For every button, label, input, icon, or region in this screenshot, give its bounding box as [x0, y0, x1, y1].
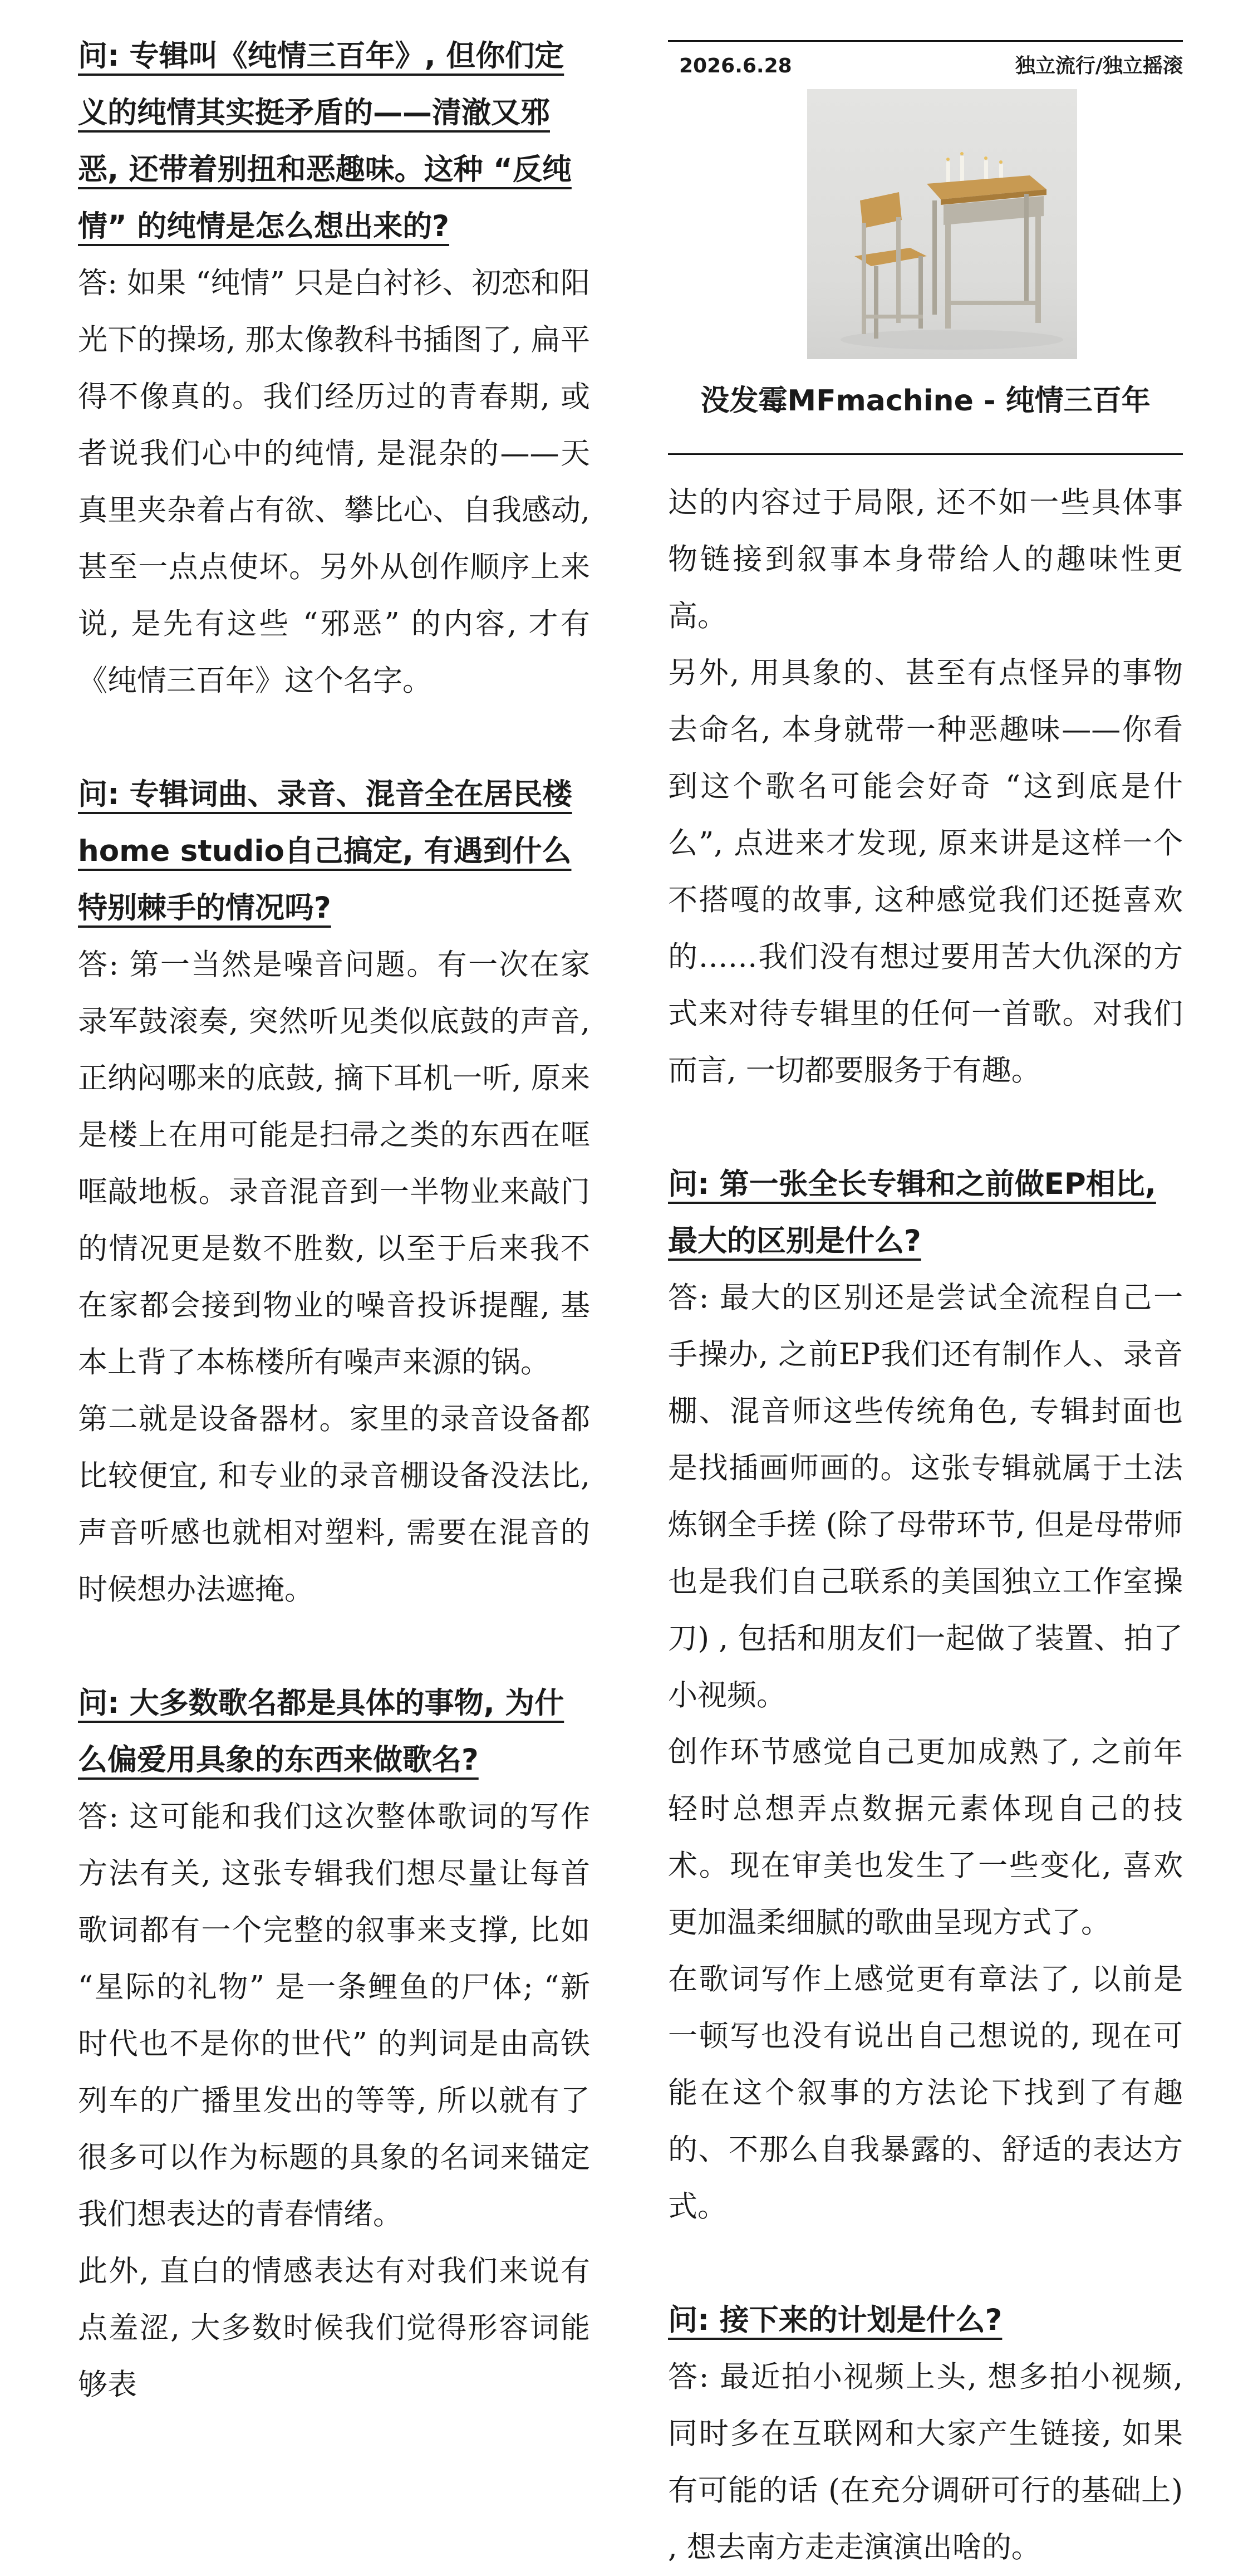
answer-4-paragraph-2: 创作环节感觉自己更加成熟了, 之前年轻时总想弄点数据元素体现自己的技术。现在审美也发生了一些变化, 喜欢更加温柔细腻的歌曲呈现方式了。 — [668, 1735, 1183, 1940]
header-meta — [679, 50, 1183, 83]
answer-3-paragraph-2: 此外, 直白的情感表达有对我们来说有点羞涩, 大多数时候我们觉得形容词能够表 — [78, 2254, 590, 2402]
answer-5: 答: 最近拍小视频上头, 想多拍小视频, 同时多在互联网和大家产生链接, 如果有可能的话 (在充分调研可行的基础上) , 想去南方走走演演出啥的。 — [668, 2360, 1183, 2564]
answer-3-continued: 达的内容过于局限, 还不如一些具体事物链接到叙事本身带给人的趣味性更高。 — [668, 486, 1183, 633]
question-5: 问: 接下来的计划是什么? — [668, 2303, 1003, 2337]
question-2: 问: 专辑词曲、录音、混音全在居民楼home studio自己搞定, 有遇到什么特别棘手的情况吗? — [78, 777, 572, 925]
release-date: 2026.6.28 — [679, 55, 792, 77]
question-1: 问: 专辑叫《纯情三百年》, 但你们定义的纯情其实挺矛盾的——清澈又邪恶, 还带着别扭和恶趣味。这种 “反纯情” 的纯情是怎么想出来的? — [78, 39, 572, 243]
right-column-body — [668, 455, 1183, 2576]
question-3: 问: 大多数歌名都是具体的事物, 为什么偏爱用具象的东西来做歌名? — [78, 1686, 564, 1777]
genre-label: 独立流行/独立摇滚 — [1015, 55, 1183, 77]
album-header — [668, 40, 1183, 455]
question-4: 问: 第一张全长专辑和之前做EP相比, 最大的区别是什么? — [668, 1167, 1156, 1258]
answer-4-paragraph-1: 答: 最大的区别还是尝试全流程自己一手操办, 之前EP我们还有制作人、录音棚、混音师这些传统角色, 专辑封面也是找插画师画的。这张专辑就属于土法炼钢全手搓 (除了母带环节, 但是母带师也是我们自己联系的美国独立工作室操刀) , 包括和朋友们一起做了装置、拍了小视频。 — [668, 1281, 1183, 1712]
answer-4-paragraph-3: 在歌词写作上感觉更有章法了, 以前是一顿写也没有说出自己想说的, 现在可能在这个叙事的方法论下找到了有趣的、不那么自我暴露的、舒适的表达方式。 — [668, 1962, 1183, 2224]
left-column — [78, 0, 590, 2413]
answer-2-paragraph-1: 答: 第一当然是噪音问题。有一次在家录军鼓滚奏, 突然听见类似底鼓的声音, 正纳闷哪来的底鼓, 摘下耳机一听, 原来是楼上在用可能是扫帚之类的东西在哐哐敲地板。录音混音到一半物业来敲门的情况更是数不胜数, 以至于后来我不在家都会接到物业的噪音投诉提醒, 基本上背了本栋楼所有噪声来源的锅。 — [78, 948, 590, 1379]
answer-2-paragraph-2: 第二就是设备器材。家里的录音设备都比较便宜, 和专业的录音棚设备没法比, 声音听感也就相对塑料, 需要在混音的时候想办法遮掩。 — [78, 1402, 590, 1607]
answer-3-paragraph-1: 答: 这可能和我们这次整体歌词的写作方法有关, 这张专辑我们想尽量让每首歌词都有一个完整的叙事来支撑, 比如 “星际的礼物” 是一条鲤鱼的尸体; “新时代也不是你的世代” 的判词是由高铁列车的广播里发出的等等, 所以就有了很多可以作为标题的具象的名词来锚定我们想表达的青春情绪。 — [78, 1800, 590, 2231]
album-title: 没发霉MFmachine - 纯情三百年 — [700, 384, 1151, 418]
album-cover-image — [807, 89, 1077, 359]
school-desk-chair-illustration — [807, 89, 1077, 359]
right-column — [668, 40, 1183, 2576]
answer-3-paragraph-3: 另外, 用具象的、甚至有点怪异的事物去命名, 本身就带一种恶趣味——你看到这个歌名可能会好奇 “这到底是什么”, 点进来才发现, 原来讲是这样一个不搭嘎的故事, 这种感觉我们还挺喜欢的……我们没有想过要用苦大仇深的方式来对待专辑里的任何一首歌。对我们而言, 一切都要服务于有趣。 — [668, 656, 1183, 1088]
answer-1: 答: 如果 “纯情” 只是白衬衫、初恋和阳光下的操场, 那太像教科书插图了, 扁平得不像真的。我们经历过的青春期, 或者说我们心中的纯情, 是混杂的——天真里夹杂着占有欲、攀比心、自我感动, 甚至一点点使坏。另外从创作顺序上来说, 是先有这些 “邪恶” 的内容, 才有《纯情三百年》这个名字。 — [78, 266, 590, 698]
